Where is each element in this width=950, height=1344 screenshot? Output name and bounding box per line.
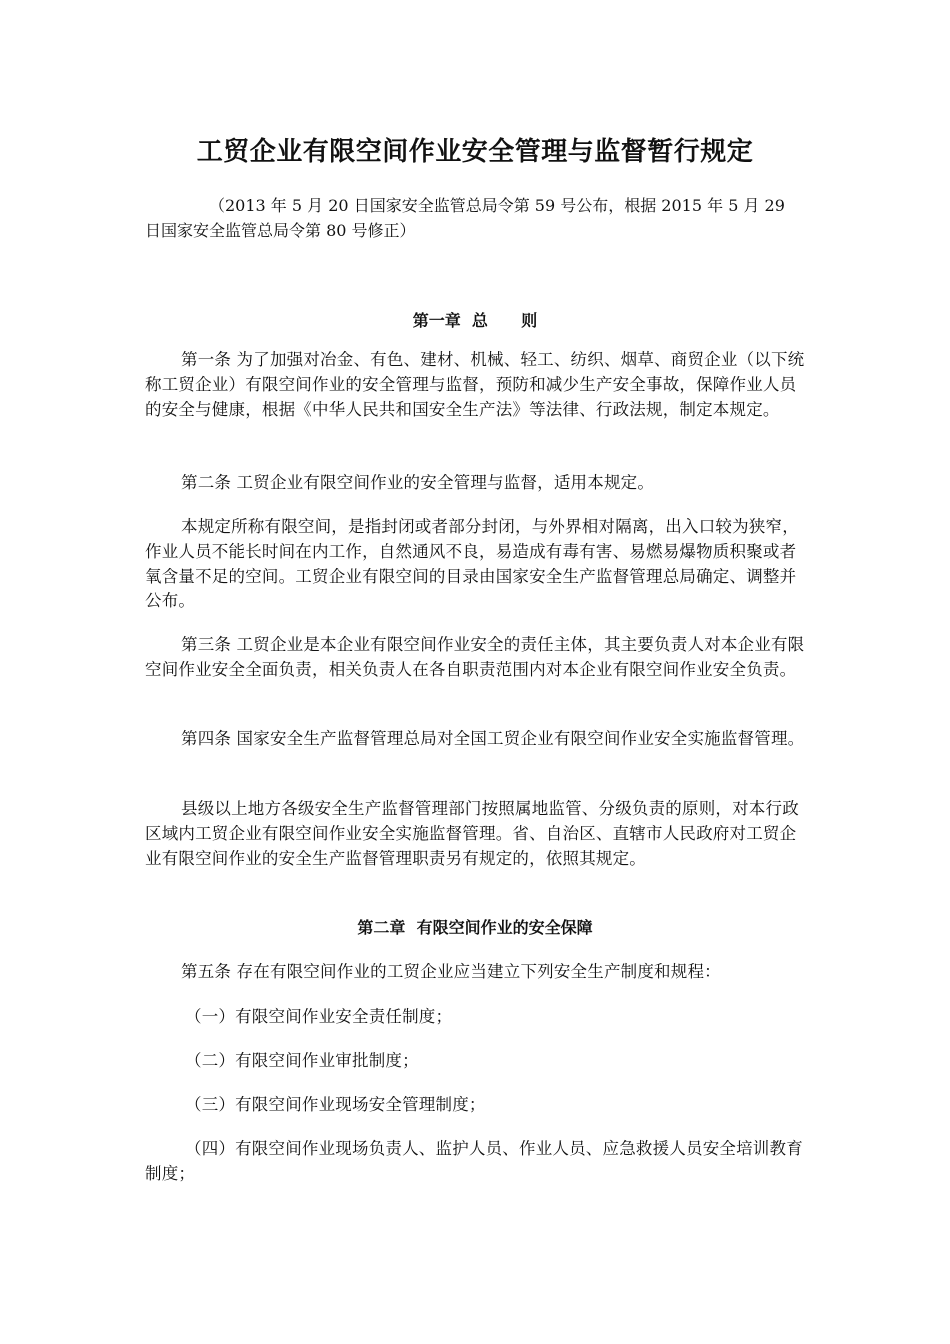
article-3: 第三条 工贸企业是本企业有限空间作业安全的责任主体，其主要负责人对本企业有限空间作业安全全面负责，相关负责人在各自职责范围内对本企业有限空间作业安全负责。	[145, 635, 805, 679]
article-2: 第二条 工贸企业有限空间作业的安全管理与监督，适用本规定。	[181, 473, 655, 492]
article-4-local: 县级以上地方各级安全生产监督管理部门按照属地监管、分级负责的原则，对本行政区域内工贸企业有限空间作业安全实施监督管理。省、自治区、直辖市人民政府对工贸企业有限空间作业的安全生产监督管理职责另有规定的，依照其规定。	[145, 799, 799, 868]
list-item-1: （一）有限空间作业安全责任制度；	[185, 1007, 453, 1026]
chapter-2-heading: 第二章 有限空间作业的安全保障	[357, 918, 593, 937]
article-4: 第四条 国家安全生产监督管理总局对全国工贸企业有限空间作业安全实施监督管理。	[181, 729, 805, 748]
document-subtitle: （2013 年 5 月 20 日国家安全监管总局令第 59 号公布，根据 2015 年 5 月 29 日国家安全监管总局令第 80 号修正）	[145, 196, 785, 240]
article-5: 第五条 存在有限空间作业的工贸企业应当建立下列安全生产制度和规程：	[181, 962, 721, 981]
list-item-2: （二）有限空间作业审批制度；	[185, 1051, 419, 1070]
list-item-4: （四）有限空间作业现场负责人、监护人员、作业人员、应急救援人员安全培训教育制度；	[145, 1139, 803, 1183]
chapter-1-heading: 第一章 总 则	[412, 311, 538, 330]
article-1: 第一条 为了加强对冶金、有色、建材、机械、轻工、纺织、烟草、商贸企业（以下统称工贸企业）有限空间作业的安全管理与监督，预防和减少生产安全事故，保障作业人员的安全与健康，根据《中华人民共和国安全生产法》等法律、行政法规，制定本规定。	[145, 350, 805, 419]
article-2-definition: 本规定所称有限空间，是指封闭或者部分封闭，与外界相对隔离，出入口较为狭窄，作业人员不能长时间在内工作，自然通风不良，易造成有毒有害、易燃易爆物质积聚或者氧含量不足的空间。工贸企业有限空间的目录由国家安全生产监督管理总局确定、调整并公布。	[145, 517, 799, 611]
list-item-3: （三）有限空间作业现场安全管理制度；	[185, 1095, 486, 1114]
document-title: 工贸企业有限空间作业安全管理与监督暂行规定	[196, 137, 754, 167]
